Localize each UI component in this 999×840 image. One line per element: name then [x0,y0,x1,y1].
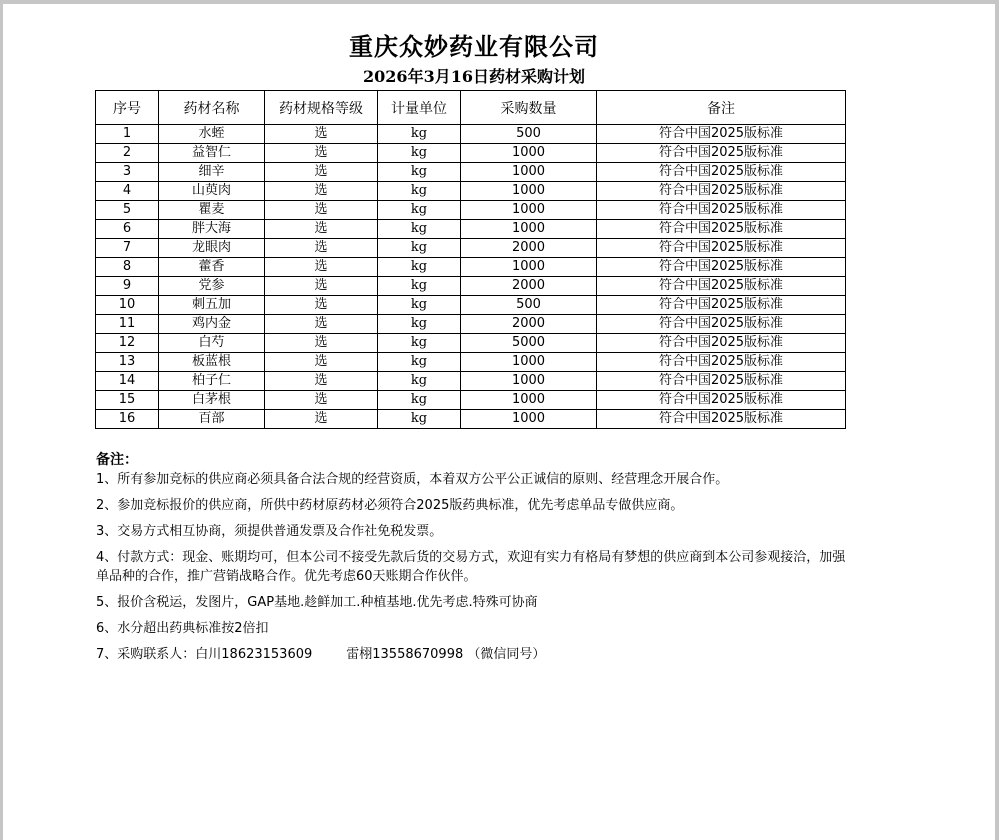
row-unit-cell: kg [378,353,461,372]
notes-title: 备注： [96,452,138,468]
row-unit-cell: kg [378,125,461,144]
row-no-cell: 8 [96,258,159,277]
header-qty: 采购数量 [461,91,597,125]
row-remark-cell: 符合中国2025版标准 [597,220,846,239]
row-remark-cell: 符合中国2025版标准 [597,410,846,429]
table-row [96,372,846,391]
notes-section [96,450,856,671]
row-no-cell: 5 [96,201,159,220]
row-remark-cell: 符合中国2025版标准 [597,372,846,391]
row-no-cell: 10 [96,296,159,315]
contact-person-1: 白川18623153609 [195,647,313,662]
plan-subtitle: 2026年3月16日药材采购计划 [363,67,585,86]
row-no-cell: 6 [96,220,159,239]
contact-label: 7、采购联系人： [96,647,196,662]
row-grade-cell: 选 [265,353,378,372]
row-remark-cell: 符合中国2025版标准 [597,182,846,201]
table-row [96,163,846,182]
row-remark-cell: 符合中国2025版标准 [597,258,846,277]
row-unit-cell: kg [378,315,461,334]
table-body [96,125,846,429]
row-name-cell: 益智仁 [159,144,265,163]
row-qty-cell: 1000 [461,391,597,410]
header-no: 序号 [96,91,159,125]
purchase-plan-table [95,90,846,429]
row-grade-cell: 选 [265,144,378,163]
row-unit-cell: kg [378,334,461,353]
row-remark-cell: 符合中国2025版标准 [597,391,846,410]
row-qty-cell: 5000 [461,334,597,353]
table-row [96,353,846,372]
row-name-cell: 细辛 [159,163,265,182]
row-grade-cell: 选 [265,182,378,201]
row-no-cell: 7 [96,239,159,258]
row-qty-cell: 1000 [461,258,597,277]
row-name-cell: 柏子仁 [159,372,265,391]
row-remark-cell: 符合中国2025版标准 [597,163,846,182]
note-item-1: 1、所有参加竞标的供应商必须具备合法合规的经营资质，本着双方公平公正诚信的原则、经营理念开展合作。 [96,472,729,487]
row-name-cell: 藿香 [159,258,265,277]
table-row [96,277,846,296]
row-name-cell: 龙眼肉 [159,239,265,258]
row-no-cell: 15 [96,391,159,410]
row-remark-cell: 符合中国2025版标准 [597,239,846,258]
row-unit-cell: kg [378,163,461,182]
row-qty-cell: 1000 [461,144,597,163]
row-name-cell: 板蓝根 [159,353,265,372]
row-name-cell: 百部 [159,410,265,429]
contact-wechat-note: （微信同号） [467,647,546,662]
header-unit: 计量单位 [378,91,461,125]
row-unit-cell: kg [378,144,461,163]
row-unit-cell: kg [378,410,461,429]
note-item-7-contact [96,645,856,664]
table-row [96,258,846,277]
table-row [96,201,846,220]
row-name-cell: 胖大海 [159,220,265,239]
row-unit-cell: kg [378,296,461,315]
row-no-cell: 3 [96,163,159,182]
row-grade-cell: 选 [265,201,378,220]
table-row [96,182,846,201]
table-row [96,410,846,429]
row-name-cell: 瞿麦 [159,201,265,220]
row-grade-cell: 选 [265,258,378,277]
row-name-cell: 刺五加 [159,296,265,315]
row-no-cell: 14 [96,372,159,391]
row-remark-cell: 符合中国2025版标准 [597,125,846,144]
table-row [96,125,846,144]
row-name-cell: 水蛭 [159,125,265,144]
row-remark-cell: 符合中国2025版标准 [597,353,846,372]
row-remark-cell: 符合中国2025版标准 [597,277,846,296]
table-row [96,220,846,239]
table-row [96,239,846,258]
company-title: 重庆众妙药业有限公司 [349,32,599,61]
row-grade-cell: 选 [265,391,378,410]
row-qty-cell: 1000 [461,353,597,372]
row-qty-cell: 500 [461,125,597,144]
note-item-3: 3、交易方式相互协商，须提供普通发票及合作社免税发票。 [96,524,443,539]
header-name: 药材名称 [159,91,265,125]
row-qty-cell: 1000 [461,163,597,182]
note-item-4: 4、付款方式：现金、账期均可，但本公司不接受先款后货的交易方式，欢迎有实力有格局有梦想的供应商到本公司参观接洽，加强单品种的合作，推广营销战略合作。优先考虑60天账期合作伙伴。 [96,550,846,584]
row-unit-cell: kg [378,258,461,277]
row-qty-cell: 500 [461,296,597,315]
row-no-cell: 1 [96,125,159,144]
table-row [96,144,846,163]
row-no-cell: 4 [96,182,159,201]
row-qty-cell: 1000 [461,410,597,429]
row-name-cell: 山萸肉 [159,182,265,201]
row-qty-cell: 2000 [461,239,597,258]
row-unit-cell: kg [378,372,461,391]
row-grade-cell: 选 [265,125,378,144]
row-grade-cell: 选 [265,410,378,429]
row-name-cell: 白芍 [159,334,265,353]
header-grade: 药材规格等级 [265,91,378,125]
table-row [96,334,846,353]
row-name-cell: 党参 [159,277,265,296]
row-grade-cell: 选 [265,334,378,353]
row-no-cell: 12 [96,334,159,353]
row-grade-cell: 选 [265,315,378,334]
row-grade-cell: 选 [265,296,378,315]
row-grade-cell: 选 [265,163,378,182]
row-remark-cell: 符合中国2025版标准 [597,144,846,163]
row-qty-cell: 2000 [461,277,597,296]
row-remark-cell: 符合中国2025版标准 [597,201,846,220]
row-qty-cell: 1000 [461,372,597,391]
note-item-5: 5、报价含税运，发图片，GAP基地.趁鲜加工.种植基地.优先考虑.特殊可协商 [96,595,538,610]
contact-person-2: 雷栩13558670998 [346,647,464,662]
table-row [96,315,846,334]
table-header-row [96,91,846,125]
row-name-cell: 鸡内金 [159,315,265,334]
note-item-2: 2、参加竞标报价的供应商，所供中药材原药材必须符合2025版药典标准，优先考虑单品专做供应商。 [96,498,684,513]
row-remark-cell: 符合中国2025版标准 [597,296,846,315]
table-row [96,391,846,410]
note-item-6: 6、水分超出药典标准按2倍扣 [96,621,269,636]
row-grade-cell: 选 [265,220,378,239]
row-unit-cell: kg [378,391,461,410]
row-unit-cell: kg [378,182,461,201]
row-remark-cell: 符合中国2025版标准 [597,315,846,334]
row-grade-cell: 选 [265,239,378,258]
row-unit-cell: kg [378,239,461,258]
row-qty-cell: 1000 [461,182,597,201]
row-name-cell: 白茅根 [159,391,265,410]
row-unit-cell: kg [378,220,461,239]
row-grade-cell: 选 [265,277,378,296]
row-unit-cell: kg [378,201,461,220]
row-qty-cell: 1000 [461,201,597,220]
document-page [3,4,995,840]
row-qty-cell: 1000 [461,220,597,239]
row-no-cell: 13 [96,353,159,372]
row-no-cell: 11 [96,315,159,334]
row-remark-cell: 符合中国2025版标准 [597,334,846,353]
row-qty-cell: 2000 [461,315,597,334]
row-no-cell: 16 [96,410,159,429]
table-row [96,296,846,315]
row-unit-cell: kg [378,277,461,296]
row-no-cell: 9 [96,277,159,296]
row-grade-cell: 选 [265,372,378,391]
header-remark: 备注 [597,91,846,125]
row-no-cell: 2 [96,144,159,163]
